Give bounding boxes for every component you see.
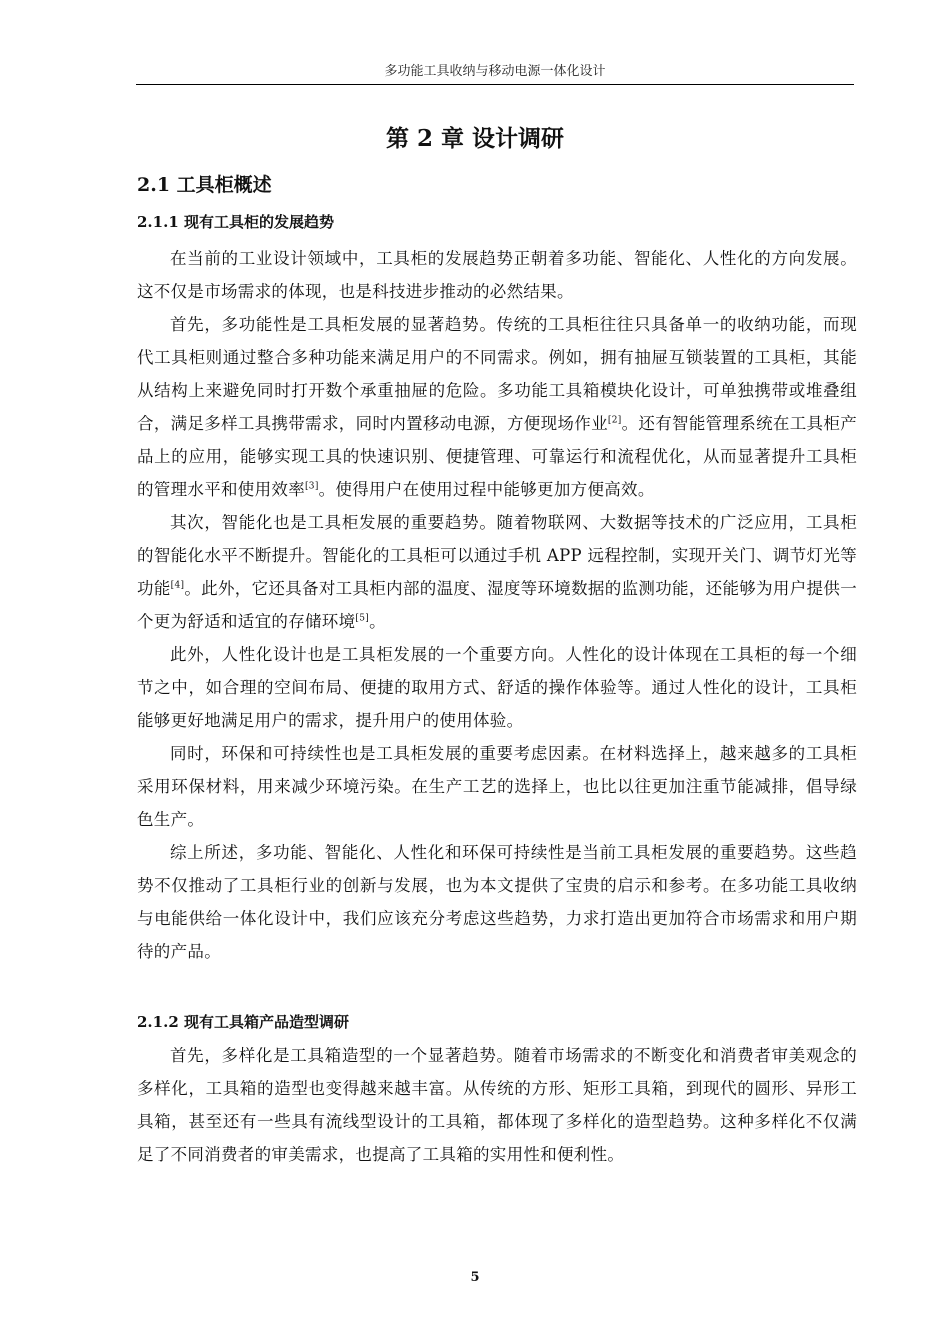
citation-ref[interactable]: [5] [355,613,370,624]
page-number: 5 [470,1270,480,1285]
paragraph: 综上所述，多功能、智能化、人性化和环保可持续性是当前工具柜发展的重要趋势。这些趋势不仅推动了工具柜行业的创新与发展，也为本文提供了宝贵的启示和参考。在多功能工具收纳与电能供给一体化设计中，我们应该充分考虑这些趋势，力求打造出更加符合市场需求和用户期待的产品。 [137,843,857,961]
paragraph: 首先，多功能性是工具柜发展的显著趋势。传统的工具柜往往只具备单一的收纳功能，而现代工具柜则通过整合多种功能来满足用户的不同需求。例如，拥有抽屉互锁装置的工具柜，其能从结构上来避免同时打开数个承重抽屉的危险。多功能工具箱模块化设计，可单独携带或堆叠组合，满足多样工具携带需求，同时内置移动电源，方便现场作业[2]。还有智能管理系统在工具柜产品上的应用，能够实现工具的快速识别、便捷管理、可靠运行和流程优化，从而显著提升工具柜的管理水平和使用效率[3]。使得用户在使用过程中能够更加方便高效。 [137,315,857,499]
citation-ref[interactable]: [3] [305,481,319,492]
paragraph: 此外，人性化设计也是工具柜发展的一个重要方向。人性化的设计体现在工具柜的每一个细节之中，如合理的空间布局、便捷的取用方式、舒适的操作体验等。通过人性化的设计，工具柜能够更好地满足用户的需求，提升用户的使用体验。 [137,645,857,730]
paragraph: 同时，环保和可持续性也是工具柜发展的重要考虑因素。在材料选择上，越来越多的工具柜采用环保材料，用来减少环境污染。在生产工艺的选择上，也比以往更加注重节能减排，倡导绿色生产。 [137,744,857,829]
chapter-title: 第 2 章 设计调研 [385,125,565,152]
header-divider [136,84,854,85]
running-header: 多功能工具收纳与移动电源一体化设计 [384,64,606,79]
paragraph: 在当前的工业设计领域中，工具柜的发展趋势正朝着多功能、智能化、人性化的方向发展。这不仅是市场需求的体现，也是科技进步推动的必然结果。 [137,249,857,301]
subsection-heading-2-1-2: 2.1.2 现有工具箱产品造型调研 [137,1013,349,1031]
citation-ref[interactable]: [4] [170,580,185,591]
subsection-heading-2-1-1: 2.1.1 现有工具柜的发展趋势 [137,213,334,231]
paragraph: 其次，智能化也是工具柜发展的重要趋势。随着物联网、大数据等技术的广泛应用，工具柜的智能化水平不断提升。智能化的工具柜可以通过手机 APP 远程控制，实现开关门、调节灯光等功能[4]。此外，它还具备对工具柜内部的温度、湿度等环境数据的监测功能，还能够为用户提供一个更为舒适和适宜的存储环境[5]。 [137,513,857,631]
citation-ref[interactable]: [2] [607,415,622,426]
section-2-1-2-body [137,1039,857,1171]
paragraph: 首先，多样化是工具箱造型的一个显著趋势。随着市场需求的不断变化和消费者审美观念的多样化，工具箱的造型也变得越来越丰富。从传统的方形、矩形工具箱，到现代的圆形、异形工具箱，甚至还有一些具有流线型设计的工具箱，都体现了多样化的造型趋势。这种多样化不仅满足了不同消费者的审美需求，也提高了工具箱的实用性和便利性。 [137,1046,857,1164]
section-2-1-1-body [137,242,857,968]
section-heading-2-1: 2.1 工具柜概述 [137,174,272,196]
